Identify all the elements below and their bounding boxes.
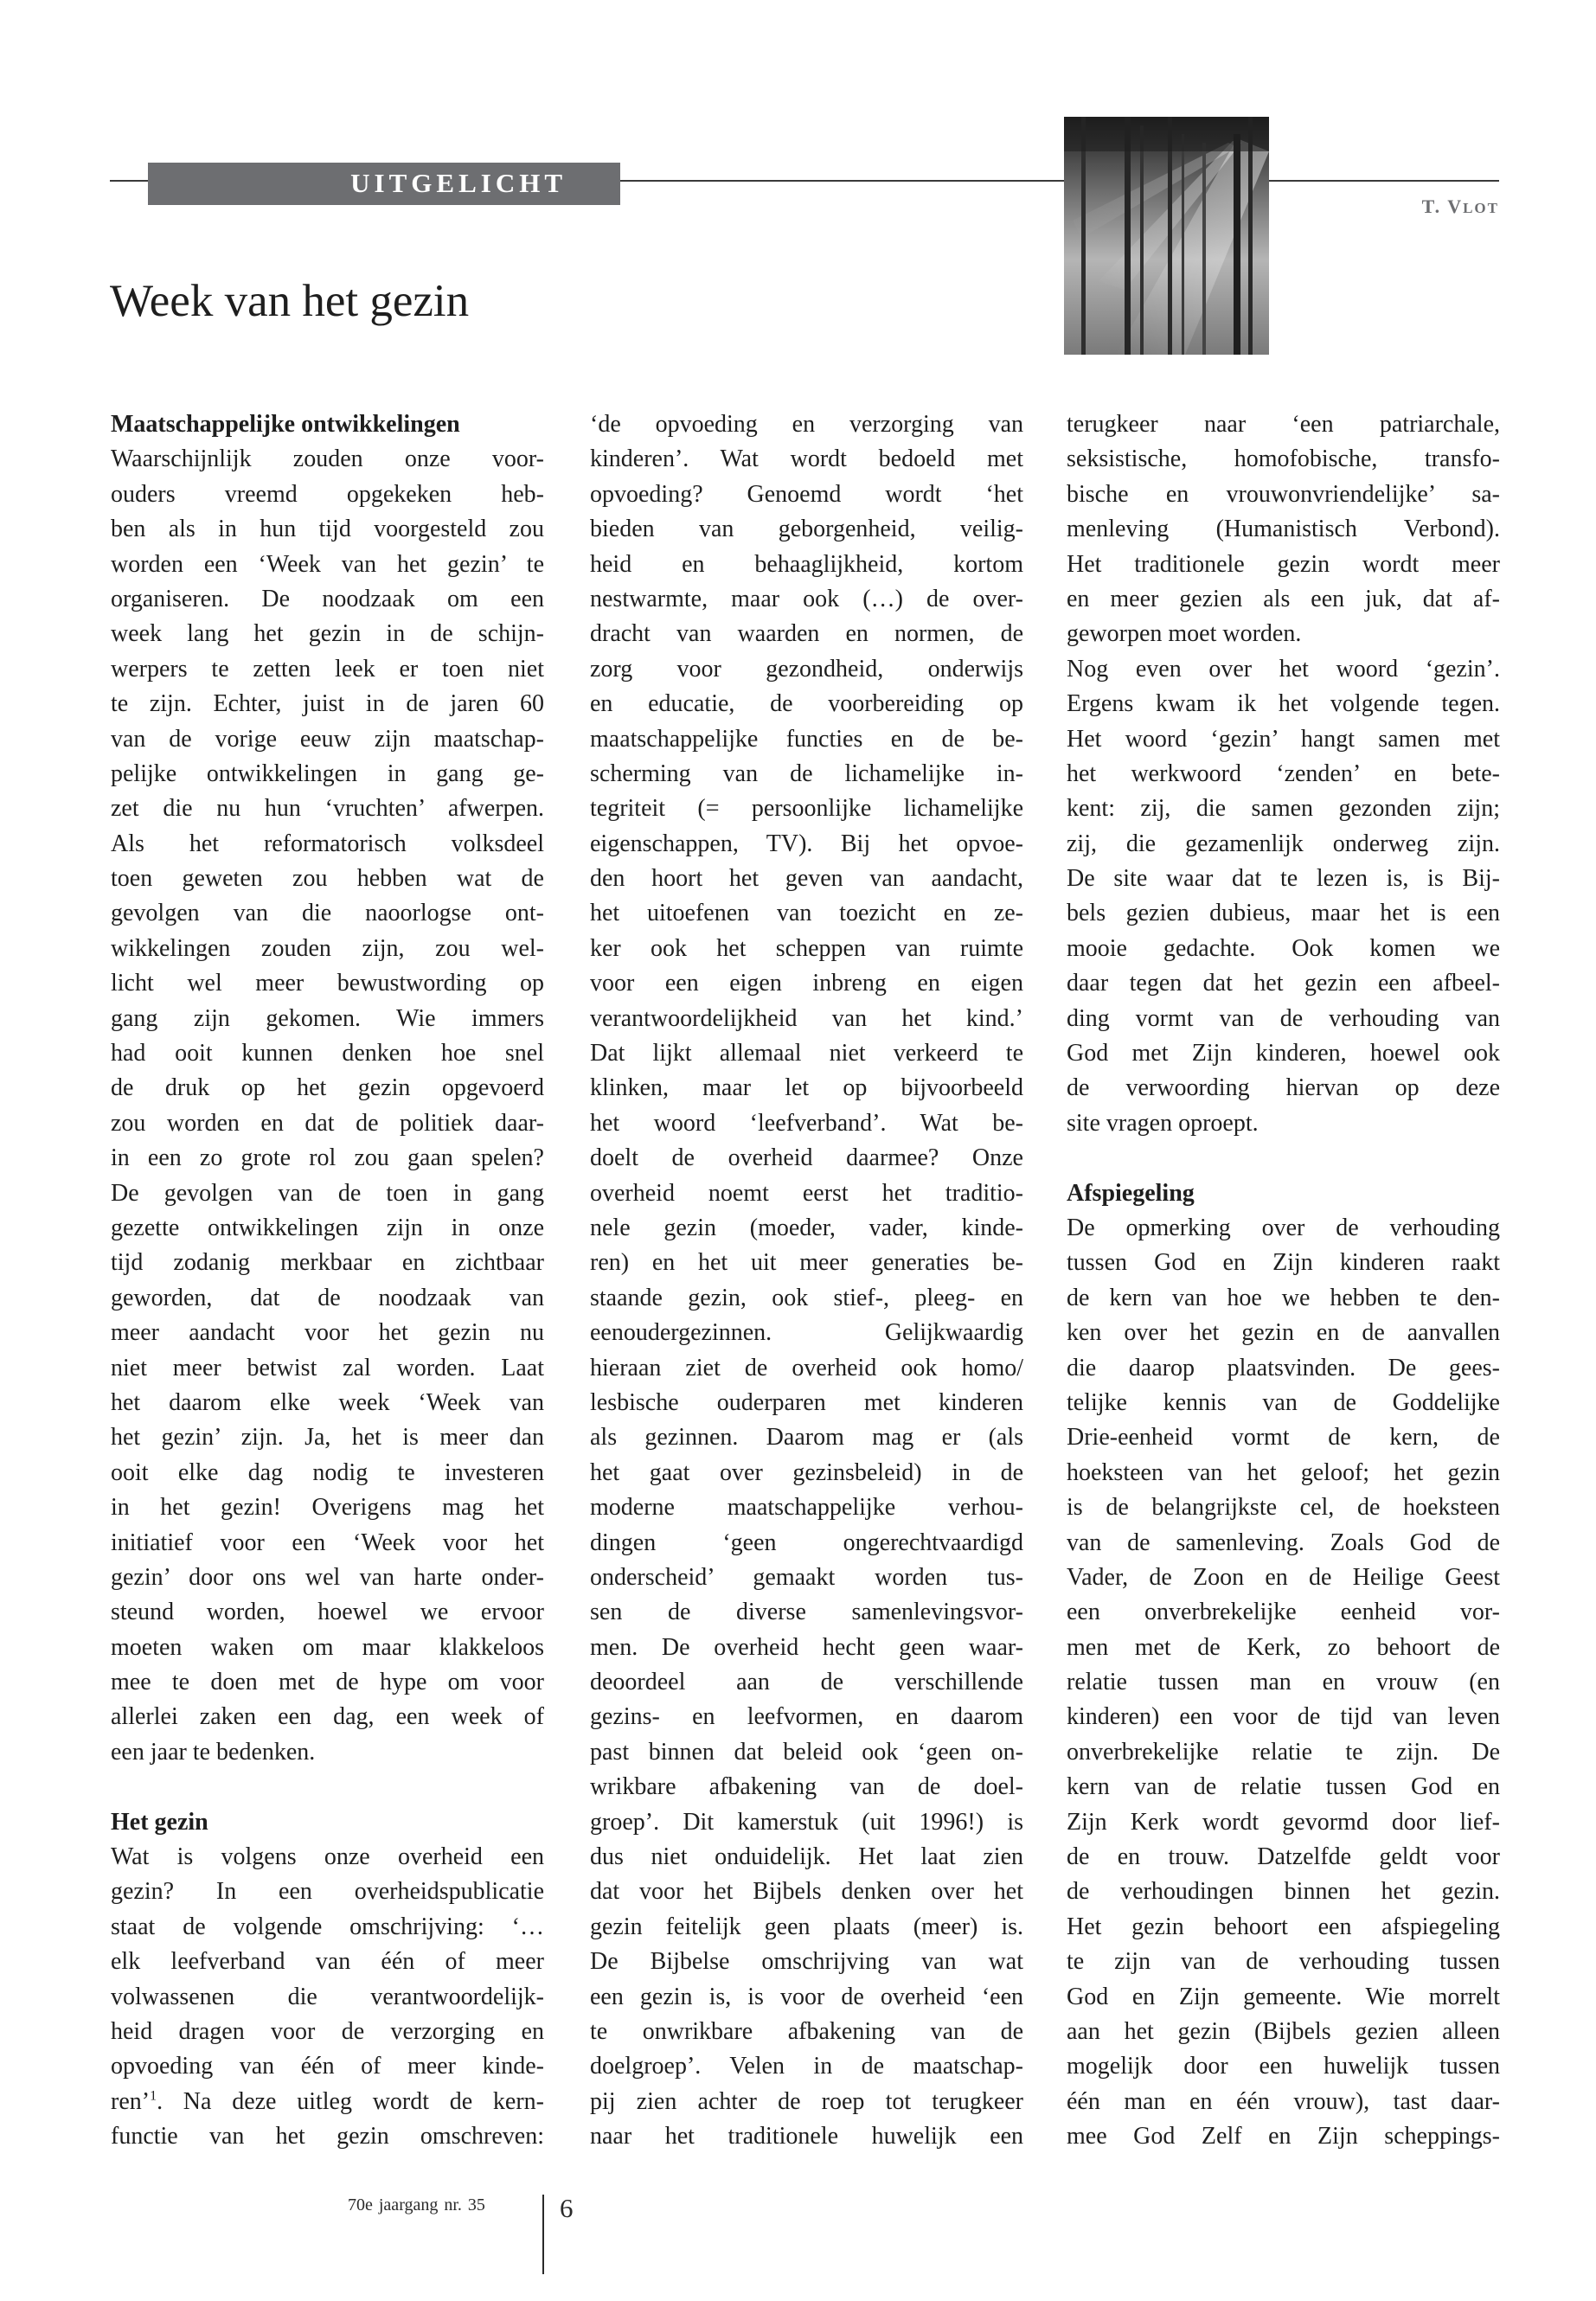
section-heading: Afspiegeling bbox=[1067, 1179, 1195, 1207]
author-surname-smallcaps: LOT bbox=[1463, 200, 1499, 216]
text-line: in het gezin! Overigens mag het bbox=[111, 1494, 544, 1522]
text-line: organiseren. De noodzaak om een bbox=[111, 585, 544, 612]
text-line: overheid noemt eerst het traditio- bbox=[590, 1179, 1023, 1207]
text-line: bels gezien dubieus, maar het is een bbox=[1067, 900, 1500, 927]
text-line: een onverbrekelijke eenheid vor- bbox=[1067, 1599, 1500, 1626]
text-fragment: . Na deze uitleg wordt de kern- bbox=[157, 2087, 544, 2115]
text-line: klinken, maar let op bijvoorbeeld bbox=[590, 1074, 1023, 1102]
text-line: bische en vrouwonvriendelijke’ sa- bbox=[1067, 480, 1500, 508]
author-initial: T. V bbox=[1421, 195, 1464, 217]
article-title: Week van het gezin bbox=[110, 276, 470, 326]
text-line: telijke kennis van de Goddelijke bbox=[1067, 1388, 1500, 1416]
text-line: zet die nu hun ‘vruchten’ afwerpen. bbox=[111, 795, 544, 823]
text-line: maatschappelijke functies en de be- bbox=[590, 725, 1023, 753]
text-line: ‘de opvoeding en verzorging van bbox=[590, 411, 1023, 438]
text-line: ren) en het uit meer generaties be- bbox=[590, 1249, 1023, 1277]
text-line: De gevolgen van de toen in gang bbox=[111, 1179, 544, 1207]
text-line: Ergens kwam ik het volgende tegen. bbox=[1067, 690, 1500, 718]
text-line: een jaar te bedenken. bbox=[111, 1738, 316, 1766]
text-line: ker ook het scheppen van ruimte bbox=[590, 934, 1023, 962]
text-line: het daarom elke week ‘Week van bbox=[111, 1388, 544, 1416]
text-line: De opmerking over de verhouding bbox=[1067, 1214, 1500, 1241]
text-line: ding vormt van de verhouding van bbox=[1067, 1004, 1500, 1032]
text-line: hieraan ziet de overheid ook homo/ bbox=[590, 1354, 1023, 1381]
text-line: lesbische ouderparen met kinderen bbox=[590, 1388, 1023, 1416]
text-line: zou worden en dat de politiek daar- bbox=[111, 1109, 544, 1137]
text-line: Nog even over het woord ‘gezin’. bbox=[1067, 655, 1500, 683]
text-line: ooit elke dag nodig te investeren bbox=[111, 1458, 544, 1486]
issue-info: 70e jaargang nr. 35 bbox=[348, 2195, 485, 2214]
article-column-2 bbox=[590, 407, 1023, 2155]
text-line: God met Zijn kinderen, hoewel ook bbox=[1067, 1040, 1500, 1067]
text-line: kern van de relatie tussen God en bbox=[1067, 1773, 1500, 1801]
text-line: de kern van hoe we hebben te den- bbox=[1067, 1284, 1500, 1311]
text-line: ben als in hun tijd voorgesteld zou bbox=[111, 516, 544, 543]
text-line: Dat lijkt allemaal niet verkeerd te bbox=[590, 1040, 1023, 1067]
text-line: volwassenen die verantwoordelijk- bbox=[111, 1983, 544, 2010]
text-line: De site waar dat te lezen is, is Bij- bbox=[1067, 865, 1500, 893]
text-line: gezin’ door ons wel van harte onder- bbox=[111, 1563, 544, 1591]
text-line: onverbrekelijke relatie te zijn. De bbox=[1067, 1738, 1500, 1766]
text-line: tussen God en Zijn kinderen raakt bbox=[1067, 1249, 1500, 1277]
text-line: Wat is volgens onze overheid een bbox=[111, 1843, 544, 1871]
text-line: kent: zij, die samen gezonden zijn; bbox=[1067, 795, 1500, 823]
text-line: past binnen dat beleid ook ‘geen on- bbox=[590, 1738, 1023, 1766]
text-line: sen de diverse samenlevingsvor- bbox=[590, 1599, 1023, 1626]
text-line: elk leefverband van één of meer bbox=[111, 1948, 544, 1976]
text-line: Het traditionele gezin wordt meer bbox=[1067, 550, 1500, 578]
text-line: staat de volgende omschrijving: ‘… bbox=[111, 1913, 544, 1940]
text-line: is de belangrijkste cel, de hoeksteen bbox=[1067, 1494, 1500, 1522]
text-line: het uitoefenen van toezicht en ze- bbox=[590, 900, 1023, 927]
text-line: naar het traditionele huwelijk een bbox=[590, 2123, 1023, 2150]
text-line: mee te doen met de hype om voor bbox=[111, 1669, 544, 1696]
text-line: zorg voor gezondheid, onderwijs bbox=[590, 655, 1023, 683]
text-line: en meer gezien als een juk, dat af- bbox=[1067, 585, 1500, 612]
text-line: dat voor het Bijbels denken over het bbox=[590, 1878, 1023, 1906]
text-line: scherming van de lichamelijke in- bbox=[590, 760, 1023, 787]
text-line: heid dragen voor de verzorging en bbox=[111, 2017, 544, 2045]
text-line: pelijke ontwikkelingen in gang ge- bbox=[111, 760, 544, 787]
text-line: nele gezin (moeder, vader, kinde- bbox=[590, 1214, 1023, 1241]
header-rule-right bbox=[1269, 180, 1499, 182]
text-line: mooie gedachte. Ook komen we bbox=[1067, 934, 1500, 962]
text-line: moeten waken om maar klakkeloos bbox=[111, 1633, 544, 1661]
text-line: deoordeel aan de verschillende bbox=[590, 1669, 1023, 1696]
text-line: men. De overheid hecht geen waar- bbox=[590, 1633, 1023, 1661]
section-label: UITGELICHT bbox=[350, 168, 567, 198]
text-line: functie van het gezin omschreven: bbox=[111, 2123, 544, 2150]
paragraph-gap bbox=[1067, 1141, 1500, 1176]
text-line bbox=[111, 2085, 544, 2119]
text-line: het gaat over gezinsbeleid) in de bbox=[590, 1458, 1023, 1486]
text-fragment: ren’ bbox=[111, 2087, 151, 2115]
text-line: hoeksteen van het geloof; het gezin bbox=[1067, 1458, 1500, 1486]
text-line: het woord ‘leefverband’. Wat be- bbox=[590, 1109, 1023, 1137]
text-line: kinderen) een voor de tijd van leven bbox=[1067, 1703, 1500, 1731]
text-line: De Bijbelse omschrijving van wat bbox=[590, 1948, 1023, 1976]
text-line: een gezin is, is voor de overheid ‘een bbox=[590, 1983, 1023, 2010]
text-line: dus niet onduidelijk. Het laat zien bbox=[590, 1843, 1023, 1871]
text-line: de druk op het gezin opgevoerd bbox=[111, 1074, 544, 1102]
text-line: voor een eigen inbreng en eigen bbox=[590, 970, 1023, 997]
text-line: wrikbare afbakening van de doel- bbox=[590, 1773, 1023, 1801]
text-line: gang zijn gekomen. Wie immers bbox=[111, 1004, 544, 1032]
text-line: men met de Kerk, zo behoort de bbox=[1067, 1633, 1500, 1661]
text-line: in een zo grote rol zou gaan spelen? bbox=[111, 1144, 544, 1172]
text-line: en educatie, de voorbereiding op bbox=[590, 690, 1023, 718]
author-byline bbox=[1422, 195, 1499, 218]
text-line: dracht van waarden en normen, de bbox=[590, 620, 1023, 648]
text-line: van de vorige eeuw zijn maatschap- bbox=[111, 725, 544, 753]
text-line: Waarschijnlijk zouden onze voor- bbox=[111, 445, 544, 473]
text-line: licht wel meer bewustwording op bbox=[111, 970, 544, 997]
text-line: mee God Zelf en Zijn scheppings- bbox=[1067, 2123, 1500, 2150]
text-line: de verhoudingen binnen het gezin. bbox=[1067, 1878, 1500, 1906]
section-banner bbox=[148, 163, 620, 205]
text-line: opvoeding van één of meer kinde- bbox=[111, 2053, 544, 2080]
text-line: steund worden, hoewel we ervoor bbox=[111, 1599, 544, 1626]
article-column-3 bbox=[1067, 407, 1500, 2155]
page-number: 6 bbox=[560, 2193, 574, 2223]
text-line: Het gezin behoort een afspiegeling bbox=[1067, 1913, 1500, 1940]
text-line: verantwoordelijkheid van het kind.’ bbox=[590, 1004, 1023, 1032]
section-heading: Het gezin bbox=[111, 1808, 208, 1836]
text-line: heid en behaaglijkheid, kortom bbox=[590, 550, 1023, 578]
text-line: mogelijk door een huwelijk tussen bbox=[1067, 2053, 1500, 2080]
text-line: geworden, dat de noodzaak van bbox=[111, 1284, 544, 1311]
text-line: de verwoording hiervan op deze bbox=[1067, 1074, 1500, 1102]
footer-divider bbox=[542, 2195, 544, 2274]
text-line: ouders vreemd opgekeken heb- bbox=[111, 480, 544, 508]
text-line: menleving (Humanistisch Verbond). bbox=[1067, 516, 1500, 543]
text-line: kinderen’. Wat wordt bedoeld met bbox=[590, 445, 1023, 473]
text-line: dingen ‘geen ongerechtvaardigd bbox=[590, 1529, 1023, 1556]
text-line: week lang het gezin in de schijn- bbox=[111, 620, 544, 648]
text-line: opvoeding? Genoemd wordt ‘het bbox=[590, 480, 1023, 508]
text-line: God en Zijn gemeente. Wie morrelt bbox=[1067, 1983, 1500, 2010]
text-line: gezin feitelijk geen plaats (meer) is. bbox=[590, 1913, 1023, 1940]
forest-photo-illustration bbox=[1064, 117, 1269, 355]
text-line: pij zien achter de roep tot terugkeer bbox=[590, 2087, 1023, 2115]
text-line: de en trouw. Datzelfde geldt voor bbox=[1067, 1843, 1500, 1871]
text-line: had ooit kunnen denken hoe snel bbox=[111, 1040, 544, 1067]
text-line: eenoudergezinnen. Gelijkwaardig bbox=[590, 1319, 1023, 1347]
text-line: den hoort het geven van aandacht, bbox=[590, 865, 1023, 893]
text-line: terugkeer naar ‘een patriarchale, bbox=[1067, 411, 1500, 438]
text-line: gezin? In een overheidspublicatie bbox=[111, 1878, 544, 1906]
text-line: groep’. Dit kamerstuk (uit 1996!) is bbox=[590, 1808, 1023, 1836]
text-line: relatie tussen man en vrouw (en bbox=[1067, 1669, 1500, 1696]
text-line: initiatief voor een ‘Week voor het bbox=[111, 1529, 544, 1556]
text-line: eigenschappen, TV). Bij het opvoe- bbox=[590, 830, 1023, 857]
text-line: het werkwoord ‘zenden’ en bete- bbox=[1067, 760, 1500, 787]
text-line: toen geweten zou hebben wat de bbox=[111, 865, 544, 893]
text-line: gezette ontwikkelingen zijn in onze bbox=[111, 1214, 544, 1241]
forest-sunbeams-photo bbox=[1064, 117, 1269, 355]
text-line: gezins- en leefvormen, en daarom bbox=[590, 1703, 1023, 1731]
text-line: als gezinnen. Daarom mag er (als bbox=[590, 1424, 1023, 1452]
text-line: wikkelingen zouden zijn, zou wel- bbox=[111, 934, 544, 962]
text-line: geworpen moet worden. bbox=[1067, 620, 1302, 648]
text-line: Vader, de Zoon en de Heilige Geest bbox=[1067, 1563, 1500, 1591]
article-column-1 bbox=[111, 407, 544, 2155]
text-line: onderscheid’ gemaakt worden tus- bbox=[590, 1563, 1023, 1591]
text-line: staande gezin, ook stief-, pleeg- en bbox=[590, 1284, 1023, 1311]
text-line: Drie-eenheid vormt de kern, de bbox=[1067, 1424, 1500, 1452]
section-heading: Maatschappelijke ontwikkelingen bbox=[111, 411, 460, 438]
footnote-marker[interactable]: 1 bbox=[150, 2088, 157, 2104]
text-line: zij, die gezamenlijk onderweg zijn. bbox=[1067, 830, 1500, 857]
text-line: te zijn van de verhouding tussen bbox=[1067, 1948, 1500, 1976]
text-line: tijd zodanig merkbaar en zichtbaar bbox=[111, 1249, 544, 1277]
text-line: moderne maatschappelijke verhou- bbox=[590, 1494, 1023, 1522]
text-line: meer aandacht voor het gezin nu bbox=[111, 1319, 544, 1347]
text-line: ken over het gezin en de aanvallen bbox=[1067, 1319, 1500, 1347]
text-line: nestwarmte, maar ook (…) de over- bbox=[590, 585, 1023, 612]
text-line: te onwrikbare afbakening van de bbox=[590, 2017, 1023, 2045]
text-line: site vragen oproept. bbox=[1067, 1109, 1259, 1137]
text-line: het gezin’ zijn. Ja, het is meer dan bbox=[111, 1424, 544, 1452]
text-line: niet meer betwist zal worden. Laat bbox=[111, 1354, 544, 1381]
text-line: gevolgen van die naoorlogse ont- bbox=[111, 900, 544, 927]
text-line: aan het gezin (Bijbels gezien alleen bbox=[1067, 2017, 1500, 2045]
text-line: worden een ‘Week van het gezin’ te bbox=[111, 550, 544, 578]
text-line: Als het reformatorisch volksdeel bbox=[111, 830, 544, 857]
text-line: seksistische, homofobische, transfo- bbox=[1067, 445, 1500, 473]
text-line: bieden van geborgenheid, veilig- bbox=[590, 516, 1023, 543]
text-line: daar tegen dat het gezin een afbeel- bbox=[1067, 970, 1500, 997]
paragraph-gap bbox=[111, 1770, 544, 1804]
text-line: werpers te zetten leek er toen niet bbox=[111, 655, 544, 683]
text-line: tegriteit (= persoonlijke lichamelijke bbox=[590, 795, 1023, 823]
text-line: allerlei zaken een dag, een week of bbox=[111, 1703, 544, 1731]
text-line: Het woord ‘gezin’ hangt samen met bbox=[1067, 725, 1500, 753]
text-line: van de samenleving. Zoals God de bbox=[1067, 1529, 1500, 1556]
text-line: één man en één vrouw), tast daar- bbox=[1067, 2087, 1500, 2115]
text-line: doelt de overheid daarmee? Onze bbox=[590, 1144, 1023, 1172]
text-line: die daarop plaatsvinden. De gees- bbox=[1067, 1354, 1500, 1381]
text-line: Zijn Kerk wordt gevormd door lief- bbox=[1067, 1808, 1500, 1836]
text-line: doelgroep’. Velen in de maatschap- bbox=[590, 2053, 1023, 2080]
text-line: te zijn. Echter, juist in de jaren 60 bbox=[111, 690, 544, 718]
